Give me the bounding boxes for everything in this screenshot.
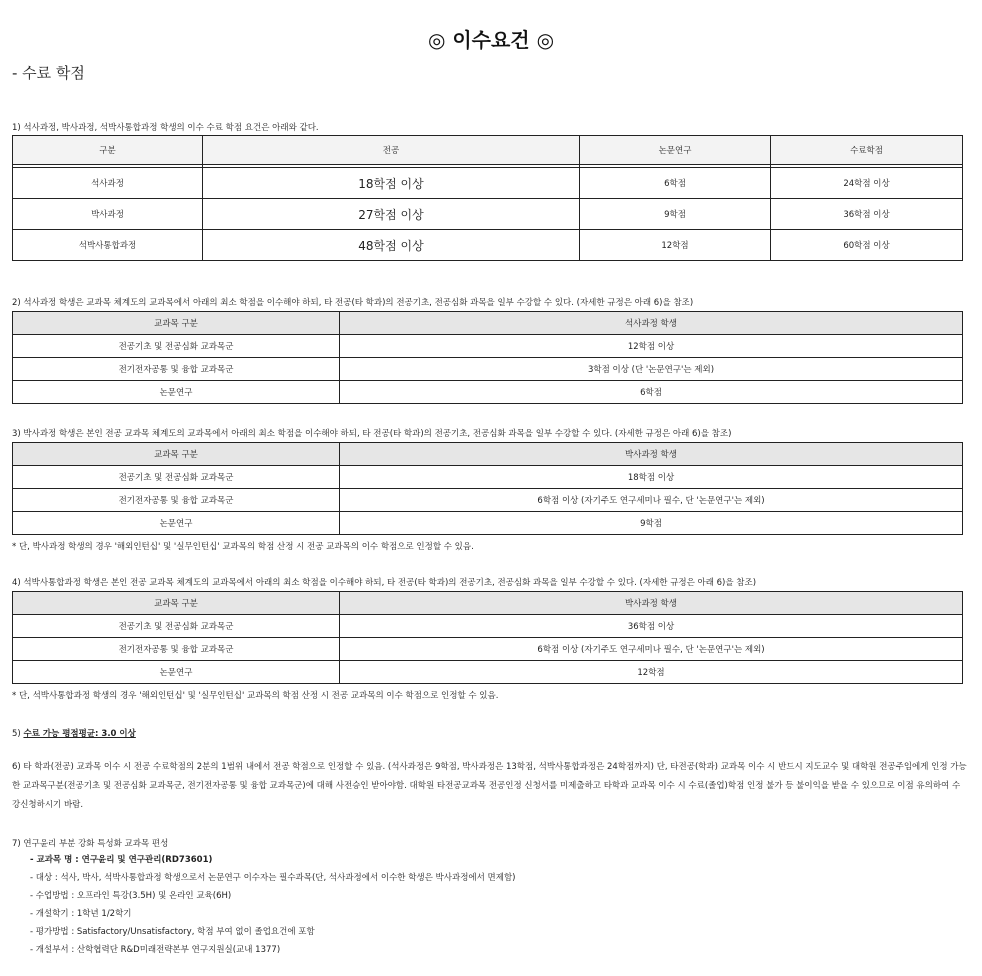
table-header-cell: 박사과정 학생	[340, 443, 963, 466]
table-header-cell: 교과목 구분	[13, 312, 340, 335]
table-cell: 전공기초 및 전공심화 교과목군	[13, 615, 340, 638]
page-title: ◎ 이수요건 ◎	[427, 28, 555, 52]
section-5-prefix: 5)	[12, 729, 24, 739]
table-header-row	[13, 312, 963, 335]
list-item: - 평가방법 : Satisfactory/Unsatisfactory, 학점 부여 없이 졸업요건에 포함	[30, 927, 315, 937]
table-cell: 6학점	[340, 381, 963, 404]
table-header-cell: 교과목 구분	[13, 592, 340, 615]
section-3-note: * 단, 박사과정 학생의 경우 '해외인턴십' 및 '실무인턴십' 교과목의 학점 산정 시 전공 교과목의 이수 학점으로 인정할 수 있음.	[12, 542, 474, 552]
list-item: - 개설부서 : 산학협력단 R&D미래전략본부 연구지원실(교내 1377)	[30, 945, 281, 955]
table-cell: 전공기초 및 전공심화 교과목군	[13, 466, 340, 489]
table-cell: 논문연구	[13, 661, 340, 684]
section-5-text	[12, 727, 136, 739]
table-cell: 27학점 이상	[203, 199, 580, 230]
section-4-note: * 단, 석박사통합과정 학생의 경우 '해외인턴십' 및 '실무인턴십' 교과목의 학점 산정 시 전공 교과목의 이수 학점으로 인정할 수 있음.	[12, 691, 499, 701]
table-cell: 3학점 이상 (단 '논문연구'는 제외)	[340, 358, 963, 381]
table-row	[13, 230, 963, 261]
masters-credits-table	[12, 311, 963, 404]
doctoral-credits-table	[12, 442, 963, 535]
table-cell: 12학점	[340, 661, 963, 684]
table-row	[13, 638, 963, 661]
table-cell: 60학점 이상	[771, 230, 963, 261]
table-cell: 24학점 이상	[771, 168, 963, 199]
table-header-row	[13, 592, 963, 615]
table-cell: 전기전자공통 및 융합 교과목군	[13, 638, 340, 661]
table-header-cell: 논문연구	[580, 136, 771, 165]
table-cell: 논문연구	[13, 512, 340, 535]
table-row	[13, 335, 963, 358]
table-cell: 9학점	[580, 199, 771, 230]
list-item: - 수업방법 : 오프라인 특강(3.5H) 및 온라인 교육(6H)	[30, 891, 232, 901]
table-cell: 석사과정	[13, 168, 203, 199]
table-cell: 6학점 이상 (자기주도 연구세미나 필수, 단 '논문연구'는 제외)	[340, 638, 963, 661]
list-item: - 교과목 명 : 연구윤리 및 연구관리(RD73601)	[30, 855, 213, 865]
section-7-text: 7) 연구윤리 부분 강화 특성화 교과목 편성	[12, 839, 169, 849]
table-header-row	[13, 136, 963, 165]
table-cell: 논문연구	[13, 381, 340, 404]
table-header-cell: 교과목 구분	[13, 443, 340, 466]
table-cell: 18학점 이상	[340, 466, 963, 489]
section-7-list	[30, 851, 515, 959]
integrated-credits-table	[12, 591, 963, 684]
table-cell: 전공기초 및 전공심화 교과목군	[13, 335, 340, 358]
table-cell: 36학점 이상	[340, 615, 963, 638]
table-header-cell: 석사과정 학생	[340, 312, 963, 335]
section-3-text: 3) 박사과정 학생은 본인 전공 교과목 체계도의 교과목에서 아래의 최소 학점을 이수해야 하되, 타 전공(타 학과)의 전공기초, 전공심화 과목을 일부 수강할 수 있다. (자세한 규정은 아래 6)을 참조)	[12, 429, 732, 439]
table-header-cell: 전공	[203, 136, 580, 165]
table-cell: 9학점	[340, 512, 963, 535]
table-cell: 박사과정	[13, 199, 203, 230]
table-header-cell: 박사과정 학생	[340, 592, 963, 615]
table-cell: 36학점 이상	[771, 199, 963, 230]
table-cell: 전기전자공통 및 융합 교과목군	[13, 358, 340, 381]
section-6-text: 6) 타 학과(전공) 교과목 이수 시 전공 수료학점의 2분의 1범위 내에서 전공 학점으로 인정할 수 있음. (석사과정은 9학점, 박사과정은 13학점, 석박사통합과정은 24학점까지) 단, 타전공(학과) 교과목 이수 시 반드시 지도교수 및 대학원 전공주임에게 인정 가능한 교과목구분(전공기초 및 전공심화 교과목군, 전기전자공통 및 융합 교과목군)에 대해 사전승인 받아야함. 대학원 타전공교과목 전공인정 신청서를 미제출하고 타학과 교과목 이수 시 수료(졸업)학점 인정 불가 등 불이익을 받을 수 있으므로 이점 유의하여 수강신청하시기 바람.	[12, 762, 967, 810]
table-header-row	[13, 443, 963, 466]
table-row	[13, 489, 963, 512]
table-cell: 12학점 이상	[340, 335, 963, 358]
completion-credits-table	[12, 135, 963, 261]
section-subheading: - 수료 학점	[12, 64, 85, 82]
table-row	[13, 466, 963, 489]
table-row	[13, 381, 963, 404]
table-cell: 석박사통합과정	[13, 230, 203, 261]
table-cell: 6학점 이상 (자기주도 연구세미나 필수, 단 '논문연구'는 제외)	[340, 489, 963, 512]
table-header-cell: 수료학점	[771, 136, 963, 165]
table-cell: 전기전자공통 및 융합 교과목군	[13, 489, 340, 512]
table-row	[13, 168, 963, 199]
minimum-gpa-text: 수료 가능 평점평균: 3.0 이상	[23, 729, 136, 739]
table-row	[13, 615, 963, 638]
table-header-cell: 구분	[13, 136, 203, 165]
table-row	[13, 512, 963, 535]
table-cell: 18학점 이상	[203, 168, 580, 199]
table-row	[13, 661, 963, 684]
table-cell: 6학점	[580, 168, 771, 199]
table-cell: 12학점	[580, 230, 771, 261]
section-4-text: 4) 석박사통합과정 학생은 본인 전공 교과목 체계도의 교과목에서 아래의 최소 학점을 이수해야 하되, 타 전공(타 학과)의 전공기초, 전공심화 과목을 일부 수강할 수 있다. (자세한 규정은 아래 6)을 참조)	[12, 578, 757, 588]
section-1-text: 1) 석사과정, 박사과정, 석박사통합과정 학생의 이수 수료 학점 요건은 아래와 같다.	[12, 123, 319, 133]
section-2-text: 2) 석사과정 학생은 교과목 체계도의 교과목에서 아래의 최소 학점을 이수해야 하되, 타 전공(타 학과)의 전공기초, 전공심화 과목을 일부 수강할 수 있다. (자세한 규정은 아래 6)을 참조)	[12, 298, 694, 308]
list-item: - 대상 : 석사, 박사, 석박사통합과정 학생으로서 논문연구 이수자는 필수과목(단, 석사과정에서 이수한 학생은 박사과정에서 면제함)	[30, 873, 516, 883]
table-cell: 48학점 이상	[203, 230, 580, 261]
table-row	[13, 358, 963, 381]
table-row	[13, 199, 963, 230]
list-item: - 개설학기 : 1학년 1/2학기	[30, 909, 132, 919]
